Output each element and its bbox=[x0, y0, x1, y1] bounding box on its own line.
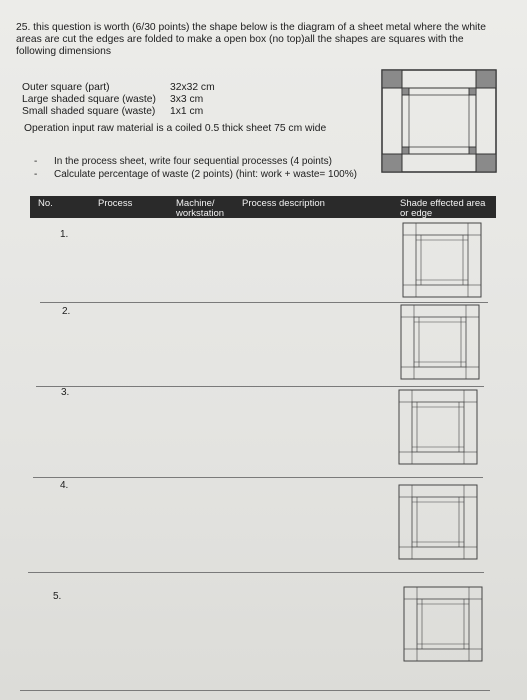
row-number: 5. bbox=[53, 591, 62, 602]
large-waste-square bbox=[476, 70, 496, 88]
row-number: 4. bbox=[60, 480, 69, 491]
bullet-dash: - bbox=[34, 156, 38, 167]
header-shade: Shade effected area or edge bbox=[400, 198, 486, 219]
dimension-value: 3x3 cm bbox=[170, 94, 204, 105]
dimension-label: Large shaded square (waste) bbox=[22, 94, 156, 105]
row-number: 1. bbox=[60, 229, 69, 240]
row-divider bbox=[20, 690, 490, 691]
small-waste-square bbox=[469, 147, 476, 154]
dimension-row bbox=[22, 94, 215, 106]
dimension-row bbox=[22, 106, 215, 118]
task-list bbox=[34, 155, 357, 181]
task-text: In the process sheet, write four sequential processes (4 points) bbox=[54, 156, 332, 167]
dimension-label: Small shaded square (waste) bbox=[22, 106, 156, 117]
large-waste-square bbox=[476, 154, 496, 172]
question-line: 25. this question is worth (6/30 points) the shape below is the diagram of a sheet metal where the white bbox=[16, 22, 486, 33]
dimension-value: 1x1 cm bbox=[170, 106, 204, 117]
shade-diagram bbox=[398, 389, 478, 465]
small-waste-square bbox=[402, 88, 409, 95]
operation-text: Operation input raw material is a coiled 0.5 thick sheet 75 cm wide bbox=[24, 123, 327, 134]
shade-diagram bbox=[398, 484, 478, 560]
row-divider bbox=[28, 572, 484, 573]
row-divider bbox=[40, 302, 488, 303]
dimension-label: Outer square (part) bbox=[22, 82, 110, 93]
small-waste-square bbox=[469, 88, 476, 95]
large-waste-square bbox=[382, 70, 402, 88]
header-process: Process bbox=[98, 198, 133, 209]
table-header bbox=[30, 196, 496, 218]
bullet-dash: - bbox=[34, 169, 38, 180]
task-text: Calculate percentage of waste (2 points) (hint: work + waste= 100%) bbox=[54, 169, 357, 180]
task-item bbox=[34, 168, 357, 181]
row-divider bbox=[33, 477, 483, 478]
shade-diagram bbox=[403, 586, 483, 662]
question-line: areas are cut the edges are folded to make a open box (no top)all the shapes are squares with the bbox=[16, 34, 464, 46]
small-waste-square bbox=[402, 147, 409, 154]
header-description: Process description bbox=[242, 198, 325, 209]
task-item bbox=[34, 155, 357, 168]
shade-diagram bbox=[402, 222, 482, 298]
inner-square bbox=[402, 88, 476, 154]
row-number: 3. bbox=[61, 387, 70, 398]
large-waste-square bbox=[382, 154, 402, 172]
header-no: No. bbox=[38, 198, 53, 209]
row-number: 2. bbox=[62, 306, 71, 317]
dimension-value: 32x32 cm bbox=[170, 82, 215, 93]
dimensions-list bbox=[22, 82, 215, 118]
row-divider bbox=[36, 386, 484, 387]
shade-diagram bbox=[400, 304, 480, 380]
question-line: following dimensions bbox=[16, 46, 112, 58]
sheet-metal-diagram bbox=[381, 69, 497, 173]
question-text bbox=[16, 22, 516, 59]
header-machine: Machine/ workstation bbox=[176, 198, 225, 219]
dimension-row bbox=[22, 82, 215, 94]
